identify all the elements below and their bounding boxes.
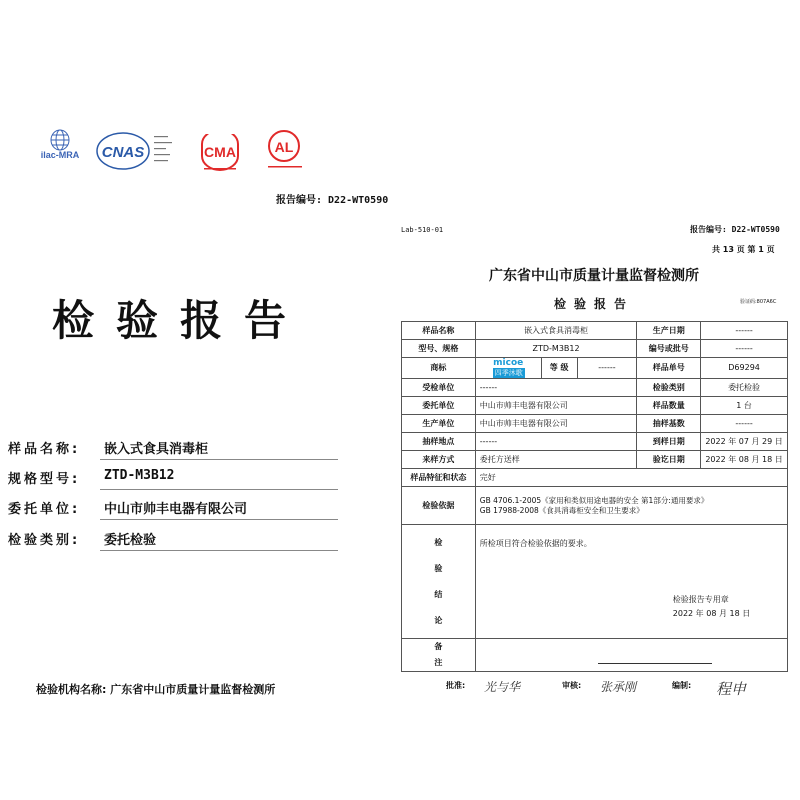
field-label: 检验类别: (8, 533, 81, 548)
review-signature: 张承刚 (600, 680, 637, 694)
compile-signature: 程申 (716, 680, 747, 698)
field-underline (100, 459, 338, 460)
stamp-date: 2022 年 08 月 18 日 (672, 609, 751, 618)
verification-code: 验证码:807A6C (740, 299, 777, 305)
table-label: 验讫日期 (637, 451, 701, 469)
field-label: 规格型号: (8, 472, 81, 487)
table-row (402, 340, 788, 358)
field-value: 中山市帅丰电器有限公司 (104, 502, 248, 517)
table-label: 等 级 (541, 358, 577, 379)
field-value: ZTD-M3B12 (104, 468, 175, 483)
field-underline (100, 489, 338, 490)
field-sample-name (8, 434, 338, 460)
right-institution-name: 广东省中山市质量计量监督检测所 (489, 268, 699, 284)
right-report-title: 检验报告 (553, 297, 634, 311)
left-report-title: 检验报告 (52, 296, 309, 345)
conclusion-char: 结 (434, 589, 443, 599)
table-label: 委托单位 (402, 397, 476, 415)
table-row (402, 451, 788, 469)
conclusion-char: 验 (434, 563, 443, 573)
compile-label: 编制: (672, 681, 692, 690)
brand-logo-cn: 四季沐歌 (494, 369, 523, 377)
conclusion-char: 论 (434, 615, 443, 625)
table-label: 样品特征和状态 (402, 469, 476, 487)
table-label: 编号或批号 (637, 340, 701, 358)
table-label: 抽样基数 (637, 415, 701, 433)
table-value-basis (475, 487, 787, 525)
brand-logo: micoe (493, 358, 524, 368)
form-code: Lab-510-01 (401, 226, 444, 234)
table-row (402, 525, 788, 639)
field-underline (100, 550, 338, 551)
table-row (402, 358, 788, 379)
table-row (402, 397, 788, 415)
table-label: 受检单位 (402, 379, 476, 397)
cal-logo (262, 128, 310, 176)
table-value: ------ (701, 415, 788, 433)
approve-label: 批准: (446, 681, 466, 690)
cnas-logo (96, 130, 186, 174)
review-label: 审核: (562, 681, 582, 690)
page-info: 共 13 页 第 1 页 (712, 245, 775, 254)
field-label: 委托单位: (8, 502, 81, 517)
conclusion-cell (475, 525, 787, 639)
stamp-label: 检验报告专用章 (672, 595, 729, 604)
svg-text:ilac-MRA: ilac-MRA (40, 150, 80, 160)
table-row (402, 639, 788, 672)
table-row (402, 487, 788, 525)
svg-text:AL: AL (274, 139, 294, 155)
table-row (402, 379, 788, 397)
field-underline (100, 519, 338, 520)
remark-char: 注 (434, 658, 443, 667)
table-row (402, 433, 788, 451)
conclusion-text: 所检项目符合检验依据的要求。 (479, 539, 592, 548)
remark-cell (475, 639, 787, 672)
table-value: ------ (701, 322, 788, 340)
table-label: 商标 (402, 358, 476, 379)
table-value: 中山市帅丰电器有限公司 (475, 415, 637, 433)
table-label: 检验类别 (637, 379, 701, 397)
table-value: 2022 年 07 月 29 日 (701, 433, 788, 451)
brand-logo-cell (475, 358, 541, 379)
ilac-mra-logo (34, 128, 86, 166)
field-label: 样品名称: (8, 442, 81, 457)
report-table (401, 321, 788, 672)
table-row (402, 415, 788, 433)
field-value: 嵌入式食具消毒柜 (104, 442, 209, 457)
table-value: ZTD-M3B12 (475, 340, 637, 358)
table-label: 生产单位 (402, 415, 476, 433)
remark-label (402, 639, 476, 672)
left-institution-name: 检验机构名称: 广东省中山市质量计量监督检测所 (36, 683, 276, 696)
conclusion-label (402, 525, 476, 639)
table-value: 嵌入式食具消毒柜 (475, 322, 637, 340)
approve-signature: 光与华 (484, 680, 521, 694)
right-report-number: 报告编号: D22-WT0590 (690, 225, 780, 234)
remark-divider (598, 663, 712, 664)
table-label: 检验依据 (402, 487, 476, 525)
cma-logo (196, 134, 244, 178)
table-value: D69294 (701, 358, 788, 379)
conclusion-char: 检 (434, 537, 443, 547)
table-label: 来样方式 (402, 451, 476, 469)
table-value: 1 台 (701, 397, 788, 415)
table-label: 型号、规格 (402, 340, 476, 358)
field-model (8, 464, 338, 490)
table-value: 2022 年 08 月 18 日 (701, 451, 788, 469)
table-label: 样品名称 (402, 322, 476, 340)
left-report-number: 报告编号: D22-WT0590 (276, 195, 389, 206)
table-label: 样品单号 (637, 358, 701, 379)
field-client (8, 494, 338, 520)
field-value: 委托检验 (104, 533, 157, 548)
table-value: ------ (475, 379, 637, 397)
table-value: 委托检验 (701, 379, 788, 397)
table-value: 委托方送样 (475, 451, 637, 469)
table-label: 样品数量 (637, 397, 701, 415)
table-value: ------ (701, 340, 788, 358)
table-value: 中山市帅丰电器有限公司 (475, 397, 637, 415)
field-inspection-type (8, 525, 338, 551)
table-value: ------ (577, 358, 637, 379)
table-row (402, 322, 788, 340)
svg-text:CMA: CMA (204, 144, 236, 160)
svg-text:CNAS: CNAS (101, 144, 145, 161)
table-value: 完好 (475, 469, 787, 487)
accreditation-logos (30, 128, 330, 188)
basis-line: GB 17988-2008《食具消毒柜安全和卫生要求》 (479, 505, 644, 515)
table-label: 到样日期 (637, 433, 701, 451)
basis-line: GB 4706.1-2005《家用和类似用途电器的安全 第1部分:通用要求》 (479, 495, 709, 505)
table-value: ------ (475, 433, 637, 451)
table-label: 抽样地点 (402, 433, 476, 451)
table-row (402, 469, 788, 487)
remark-char: 备 (434, 642, 443, 651)
table-label: 生产日期 (637, 322, 701, 340)
